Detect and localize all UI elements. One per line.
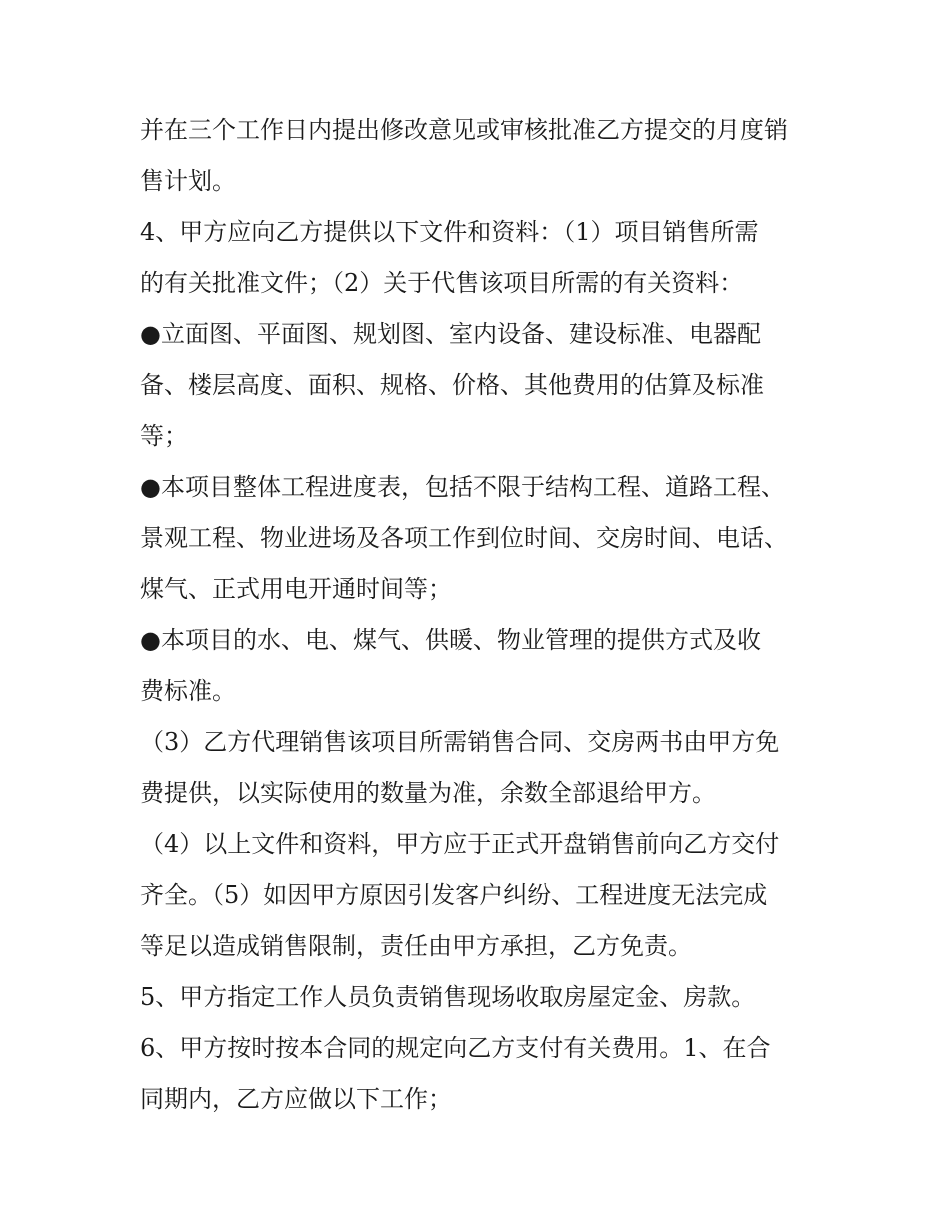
text-line: 的有关批准文件；（2）关于代售该项目所需的有关资料：: [140, 269, 744, 297]
text-line: （4）以上文件和资料，甲方应于正式开盘销售前向乙方交付: [140, 830, 780, 858]
text-line: 6、甲方按时按本合同的规定向乙方支付有关费用。1、在合: [140, 1034, 771, 1062]
text-line: 等；: [140, 422, 188, 450]
bullet-line: ●立面图、平面图、规划图、室内设备、建设标准、电器配: [140, 320, 761, 348]
text-line: 5、甲方指定工作人员负责销售现场收取房屋定金、房款。: [140, 983, 756, 1011]
text-line: 并在三个工作日内提出修改意见或审核批准乙方提交的月度销: [140, 116, 788, 144]
text-line: 费标准。: [140, 677, 236, 705]
text-line: 等足以造成销售限制，责任由甲方承担，乙方免责。: [140, 932, 692, 960]
text-line: 费提供，以实际使用的数量为准，余数全部退给甲方。: [140, 779, 716, 807]
text-line: 齐全。（5）如因甲方原因引发客户纠纷、工程进度无法完成: [140, 881, 768, 909]
text-line: 4、甲方应向乙方提供以下文件和资料：（1）项目销售所需: [140, 218, 759, 246]
bullet-line: ●本项目整体工程进度表，包括不限于结构工程、道路工程、: [140, 473, 785, 501]
text-line: 备、楼层高度、面积、规格、价格、其他费用的估算及标准: [140, 371, 764, 399]
text-line: 同期内，乙方应做以下工作；: [140, 1085, 452, 1113]
text-line: 售计划。: [140, 167, 236, 195]
text-line: （3）乙方代理销售该项目所需销售合同、交房两书由甲方免: [140, 728, 780, 756]
text-line: 景观工程、物业进场及各项工作到位时间、交房时间、电话、: [140, 524, 788, 552]
bullet-line: ●本项目的水、电、煤气、供暖、物业管理的提供方式及收: [140, 626, 761, 654]
text-line: 煤气、正式用电开通时间等；: [140, 575, 452, 603]
